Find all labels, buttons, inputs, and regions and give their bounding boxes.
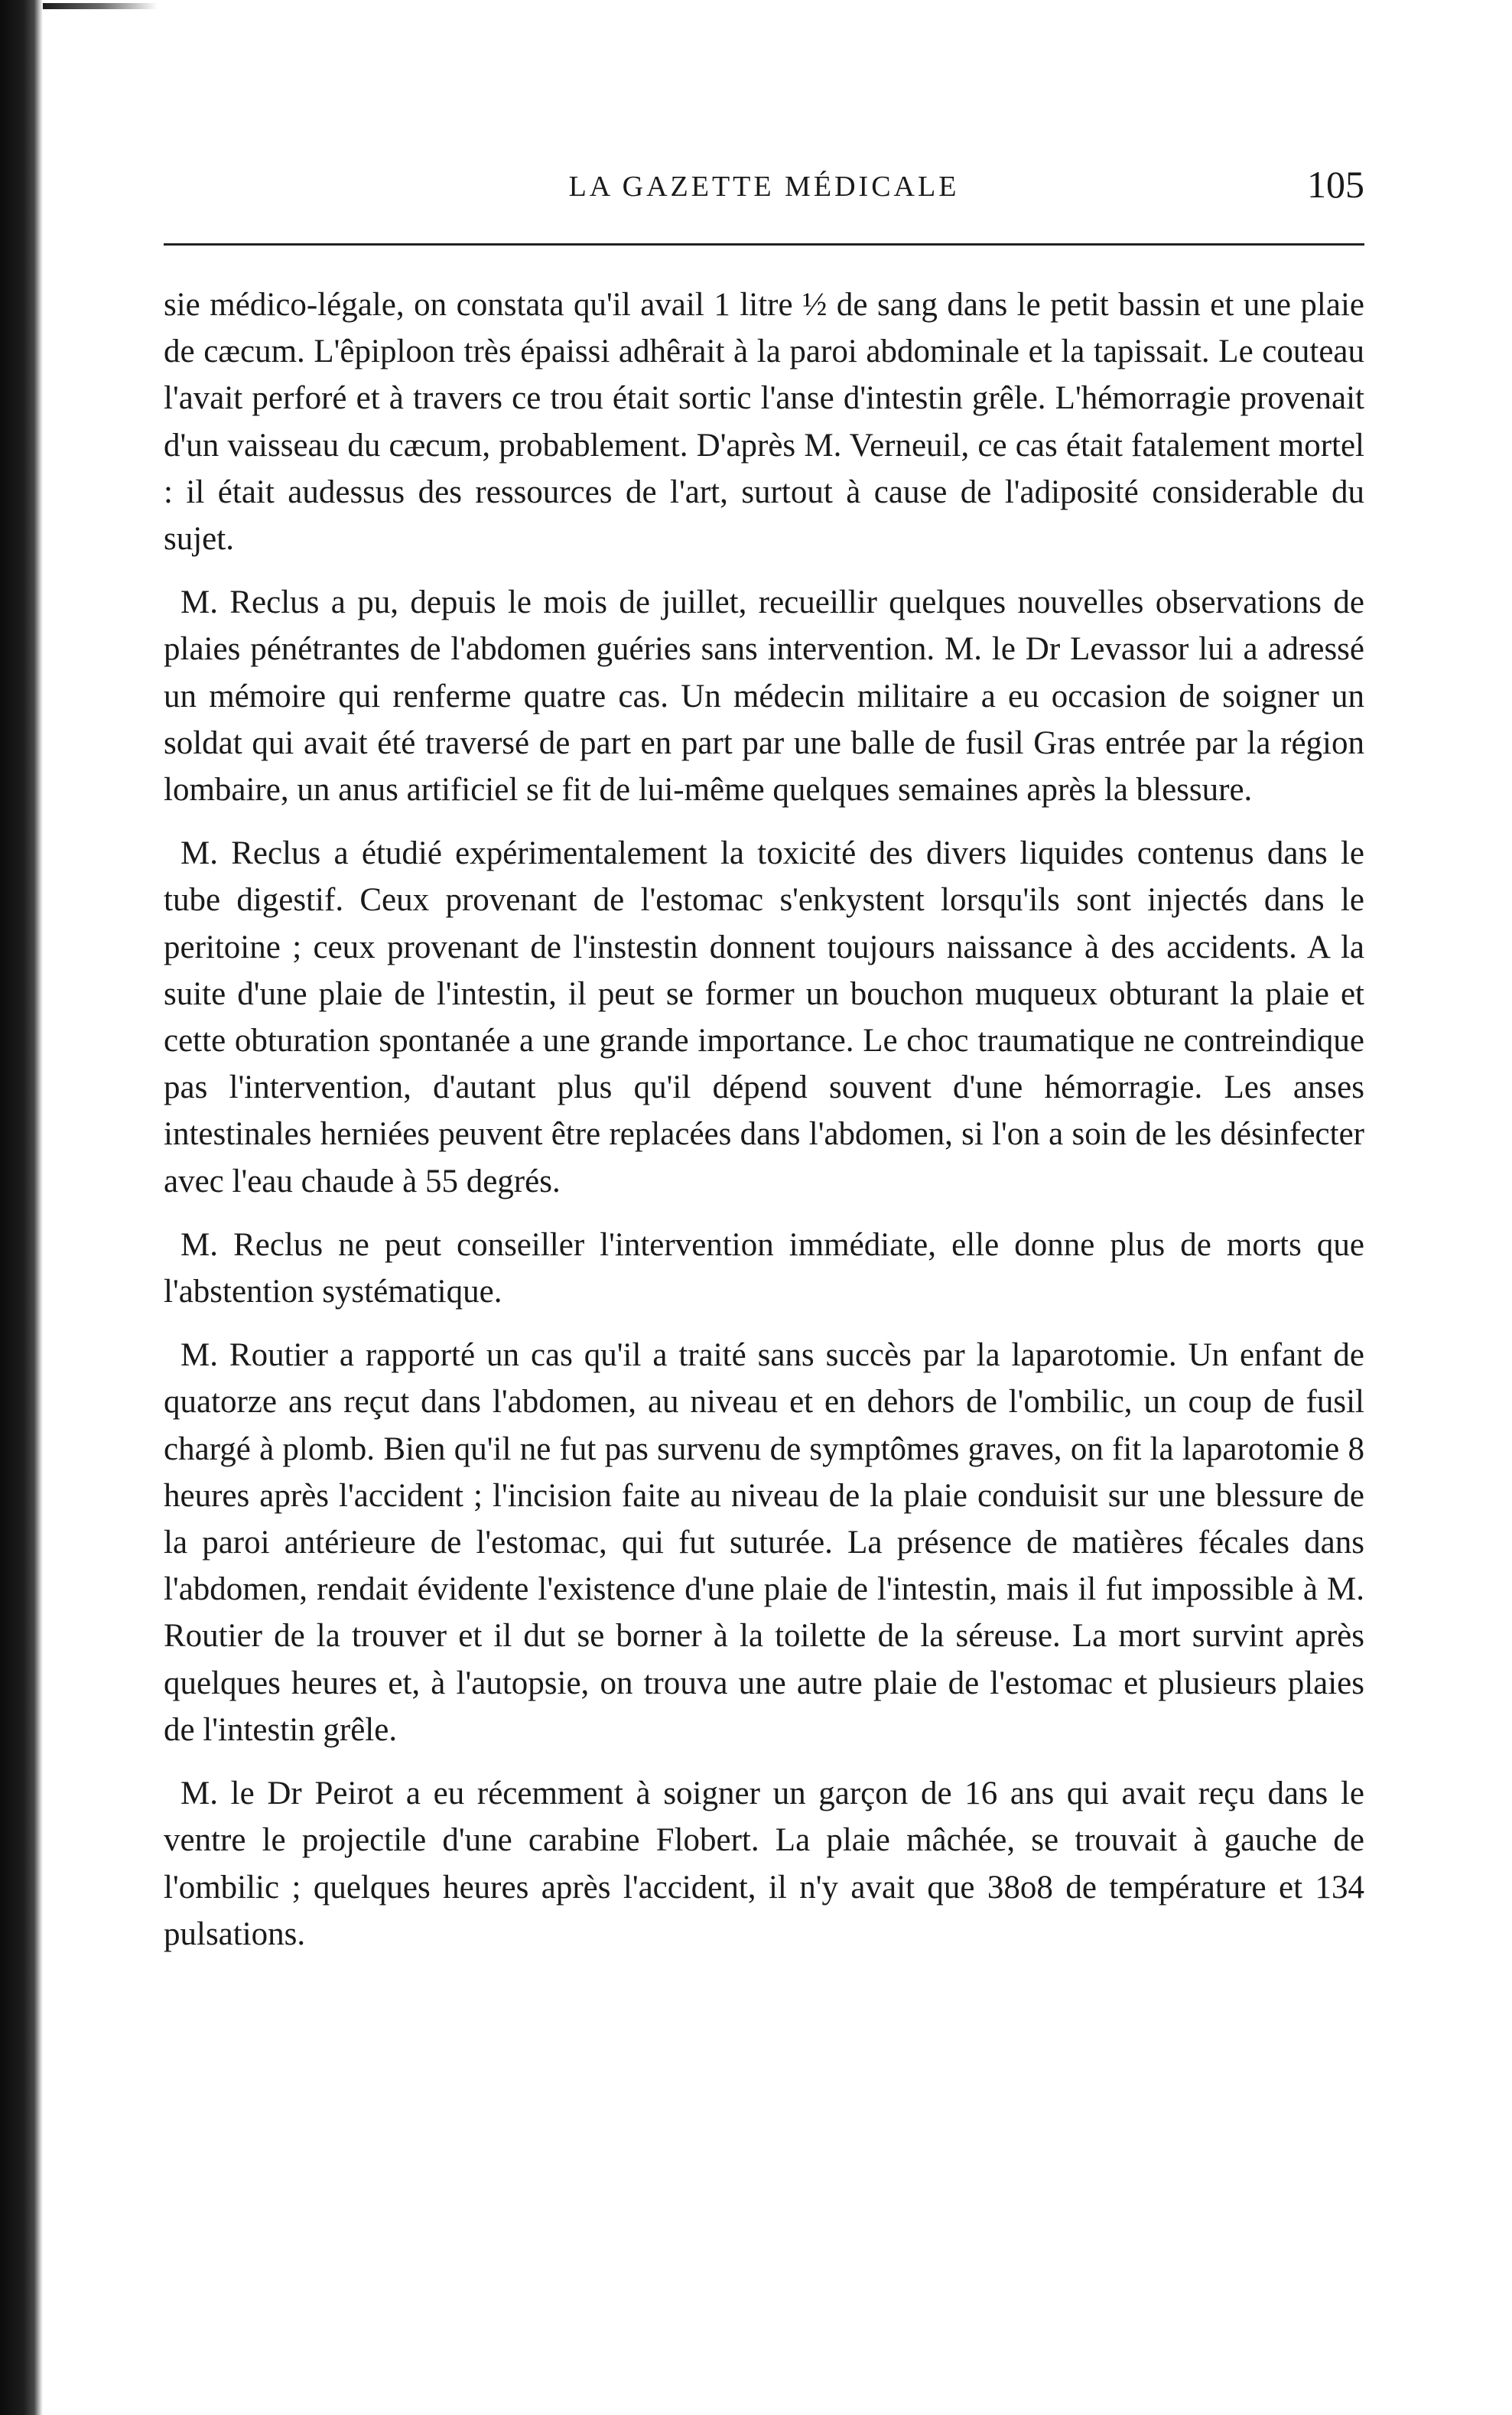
paragraph: M. le Dr Peirot a eu récemment à soigner un garçon de 16 ans qui avait reçu dans le ventre le projectile d'une carabine Flobert. La plaie mâchée, se trouvait à gauche de l'ombilic ; quelques heures après l'accident, il n'y avait que 38o8 de température et 134 pulsations.: [164, 1775, 1364, 1952]
running-title: LA GAZETTE MÉDICALE: [568, 171, 960, 203]
paragraph: sie médico-légale, on constata qu'il avail 1 litre ½ de sang dans le petit bassin et une plaie de cæcum. L'êpiploon très épaissi adhêrait à la paroi abdominale et la tapissait. Le couteau l'avait perforé et à travers ce trou était sortic l'anse d'intestin grêle. L'hémorragie provenait d'un vaisseau du cæcum, probablement. D'après M. Verneuil, ce cas était fatalement mortel : il était audessus des ressources de l'art, surtout à cause de l'adiposité considerable du sujet.: [164, 287, 1364, 558]
paragraph: M. Routier a rapporté un cas qu'il a traité sans succès par la laparotomie. Un enfant de quatorze ans reçut dans l'abdomen, au niveau et en dehors de l'ombilic, un coup de fusil chargé à plomb. Bien qu'il ne fut pas survenu de symptômes graves, on fit la laparotomie 8 heures après l'accident ; l'incision faite au niveau de la plaie conduisit sur une blessure de la paroi antérieure de l'estomac, qui fut suturée. La présence de matières fécales dans l'abdomen, rendait évidente l'existence d'une plaie de l'intestin, mais il fut impossible à M. Routier de la trouver et il dut se borner à la toilette de la séreuse. La mort survint après quelques heures et, à l'autopsie, on trouva une autre plaie de l'estomac et plusieurs plaies de l'intestin grêle.: [164, 1337, 1364, 1748]
page-number: 105: [1307, 163, 1364, 206]
header-rule: [164, 243, 1364, 246]
running-head: [164, 162, 1364, 216]
article-body: [164, 282, 1364, 1974]
book-spine-shadow: [0, 0, 43, 2415]
paragraph: M. Reclus a pu, depuis le mois de juillet, recueillir quelques nouvelles observations de plaies pénétrantes de l'abdomen guéries sans intervention. M. le Dr Levassor lui a adressé un mémoire qui renferme quatre cas. Un médecin militaire a eu occasion de soigner un soldat qui avait été traversé de part en part par une balle de fusil Gras entrée par la région lombaire, un anus artificiel se fit de lui-même quelques semaines après la blessure.: [164, 584, 1364, 809]
spine-top-mark: [43, 3, 158, 9]
paragraph: M. Reclus a étudié expérimentalement la toxicité des divers liquides contenus dans le tube digestif. Ceux provenant de l'estomac s'enkystent lorsqu'ils sont injectés dans le peritoine ; ceux provenant de l'instestin donnent toujours naissance à des accidents. A la suite d'une plaie de l'intestin, il peut se former un bouchon muqueux obturant la plaie et cette obturation spontanée a une grande importance. Le choc traumatique ne contreindique pas l'intervention, d'autant plus qu'il dépend souvent d'une hémorragie. Les anses intestinales herniées peuvent être replacées dans l'abdomen, si l'on a soin de les désinfecter avec l'eau chaude à 55 degrés.: [164, 835, 1364, 1199]
paragraph: M. Reclus ne peut conseiller l'intervention immédiate, elle donne plus de morts que l'abstention systématique.: [164, 1226, 1364, 1310]
